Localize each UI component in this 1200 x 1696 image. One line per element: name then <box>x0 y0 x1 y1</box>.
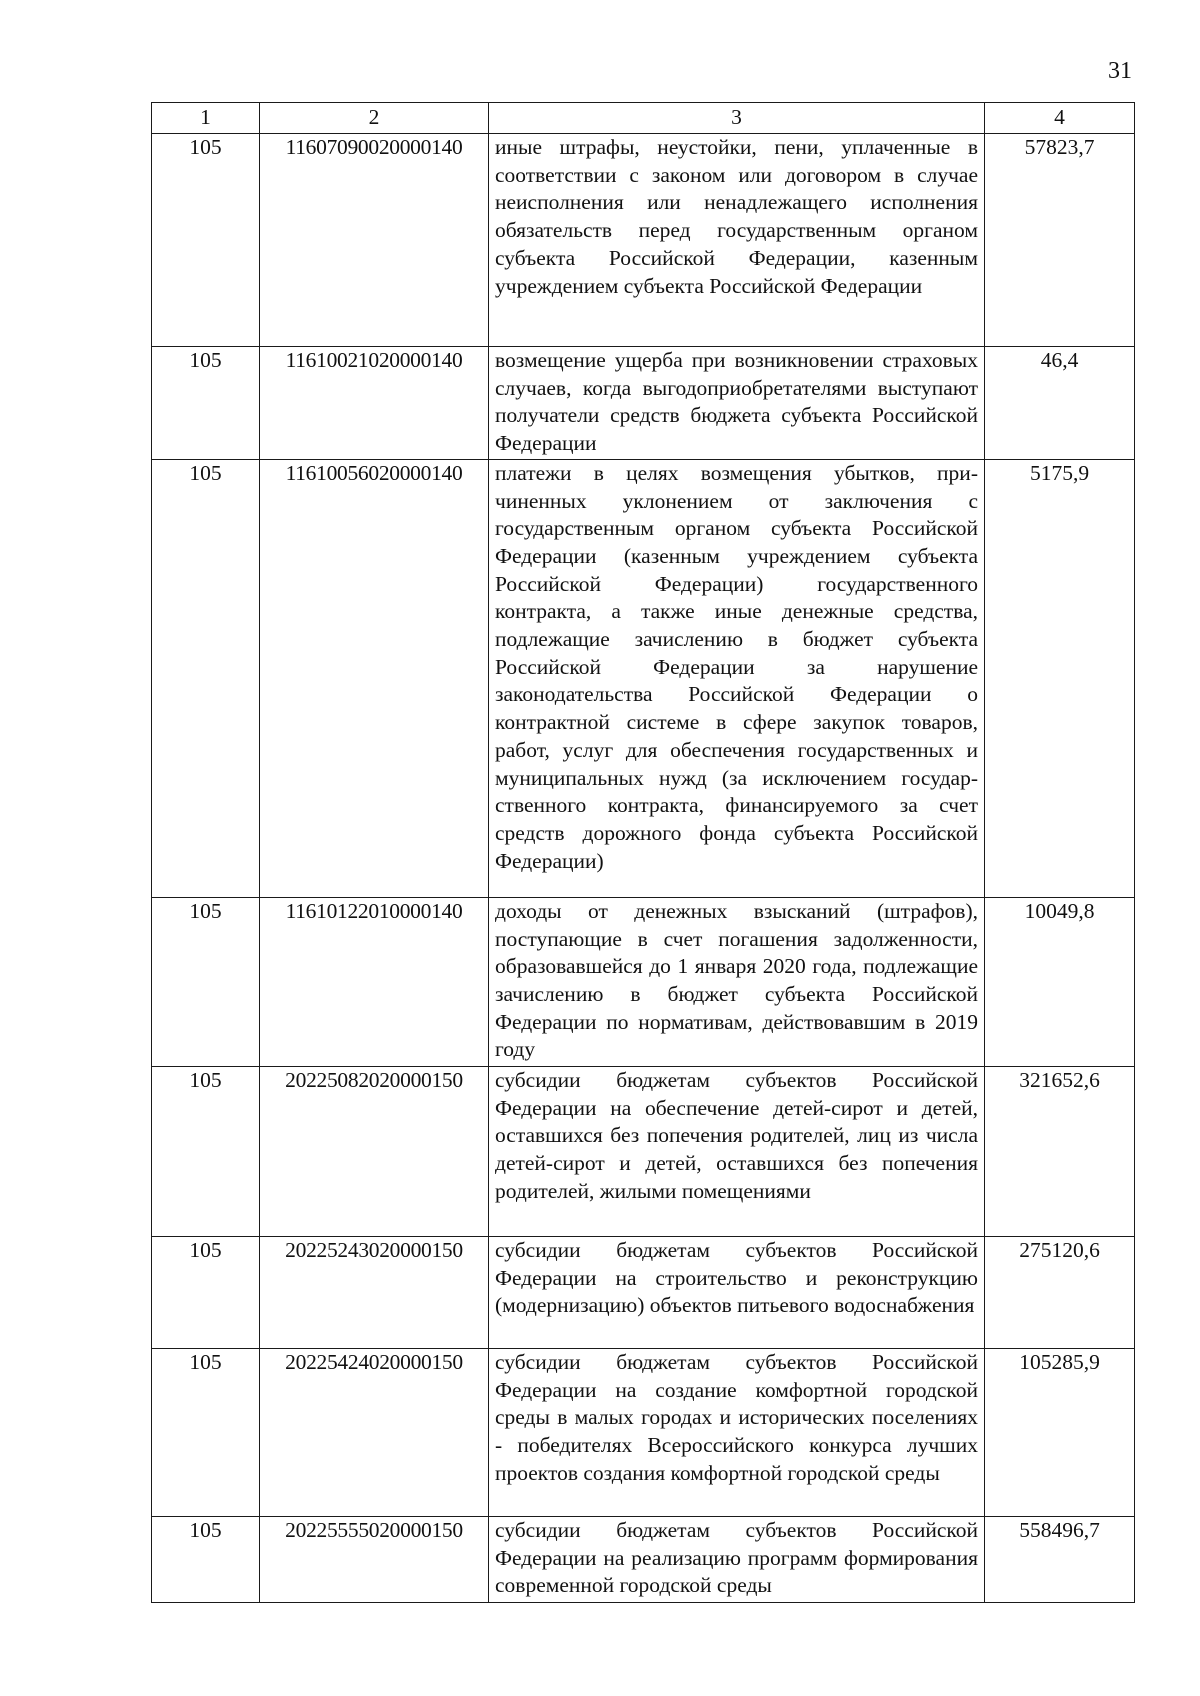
revenue-name-cell: субсидии бюджетам субъектов Российской Федерации на создание комфортной городской среды в малых городах и исторических поселениях - победителях Всероссийского конкурса лучших проектов создания комфортной городской среды <box>489 1348 985 1516</box>
header-col-2: 2 <box>260 103 489 134</box>
amount-cell: 105285,9 <box>985 1348 1135 1516</box>
table-row <box>152 459 1135 897</box>
revenue-name-cell: возмещение ущерба при возникновении страховых случаев, когда выгодоприобретателями выступают получатели средств бюджета субъекта Российской Федерации <box>489 347 985 460</box>
table-row <box>152 1066 1135 1236</box>
revenue-code-cell: 11610021020000140 <box>260 347 489 460</box>
amount-cell: 57823,7 <box>985 134 1135 347</box>
admin-code-cell: 105 <box>152 134 260 347</box>
admin-code-cell: 105 <box>152 1516 260 1602</box>
table-row <box>152 1516 1135 1602</box>
revenue-name-cell: иные штрафы, неустойки, пени, уплаченные в соответствии с законом или договором в случае неисполнения или ненадлежащего исполнения обязательств перед государственным органом субъекта Российской Федерации, казенным учреждением субъекта Российской Федерации <box>489 134 985 347</box>
table-row <box>152 897 1135 1066</box>
admin-code-cell: 105 <box>152 347 260 460</box>
amount-cell: 46,4 <box>985 347 1135 460</box>
revenue-code-cell: 20225243020000150 <box>260 1236 489 1348</box>
revenue-code-cell: 11607090020000140 <box>260 134 489 347</box>
revenue-code-cell: 20225082020000150 <box>260 1066 489 1236</box>
admin-code-cell: 105 <box>152 1066 260 1236</box>
header-col-1: 1 <box>152 103 260 134</box>
amount-cell: 10049,8 <box>985 897 1135 1066</box>
admin-code-cell: 105 <box>152 459 260 897</box>
table-row <box>152 1236 1135 1348</box>
page-number: 31 <box>1108 58 1132 84</box>
admin-code-cell: 105 <box>152 1236 260 1348</box>
header-col-3: 3 <box>489 103 985 134</box>
table-row <box>152 134 1135 347</box>
table-row <box>152 1348 1135 1516</box>
table-header <box>152 103 1135 134</box>
revenue-name-cell: платежи в целях возмещения убытков, причиненных уклонением от заключения с государственным органом субъекта Российской Федерации (казенным учреждением субъекта Российской Федерации) государственного контракта, а также иные денежные средства, подлежащие зачислению в бюджет субъекта Российской Федерации за нарушение законодательства Российской Федерации о контрактной системе в сфере закупок товаров, работ, услуг для обеспечения государственных и муниципальных нужд (за исключением государственного контракта, финансируемого за счет средств дорожного фонда субъекта Российской Федерации) <box>489 459 985 897</box>
header-row <box>152 103 1135 134</box>
revenue-name-cell: субсидии бюджетам субъектов Российской Федерации на строительство и реконструкцию (модернизацию) объектов питьевого водоснабжения <box>489 1236 985 1348</box>
amount-cell: 558496,7 <box>985 1516 1135 1602</box>
table-body <box>152 134 1135 1603</box>
revenue-name-cell: субсидии бюджетам субъектов Российской Федерации на реализацию программ формирования современной городской среды <box>489 1516 985 1602</box>
revenue-name-cell: доходы от денежных взысканий (штрафов), поступающие в счет погашения задолженности, образовавшейся до 1 января 2020 года, подлежащие зачислению в бюджет субъекта Российской Федерации по нормативам, действовавшим в 2019 году <box>489 897 985 1066</box>
revenue-code-cell: 20225424020000150 <box>260 1348 489 1516</box>
admin-code-cell: 105 <box>152 897 260 1066</box>
revenue-code-cell: 11610056020000140 <box>260 459 489 897</box>
revenue-name-cell: субсидии бюджетам субъектов Российской Федерации на обеспечение детей-сирот и детей, оставшихся без попечения родителей, лиц из числа детей-сирот и детей, оставшихся без попечения родителей, жилыми помещениями <box>489 1066 985 1236</box>
admin-code-cell: 105 <box>152 1348 260 1516</box>
header-col-4: 4 <box>985 103 1135 134</box>
amount-cell: 321652,6 <box>985 1066 1135 1236</box>
amount-cell: 5175,9 <box>985 459 1135 897</box>
revenue-code-cell: 11610122010000140 <box>260 897 489 1066</box>
budget-revenue-table <box>151 102 1135 1603</box>
table-row <box>152 347 1135 460</box>
revenue-code-cell: 20225555020000150 <box>260 1516 489 1602</box>
amount-cell: 275120,6 <box>985 1236 1135 1348</box>
